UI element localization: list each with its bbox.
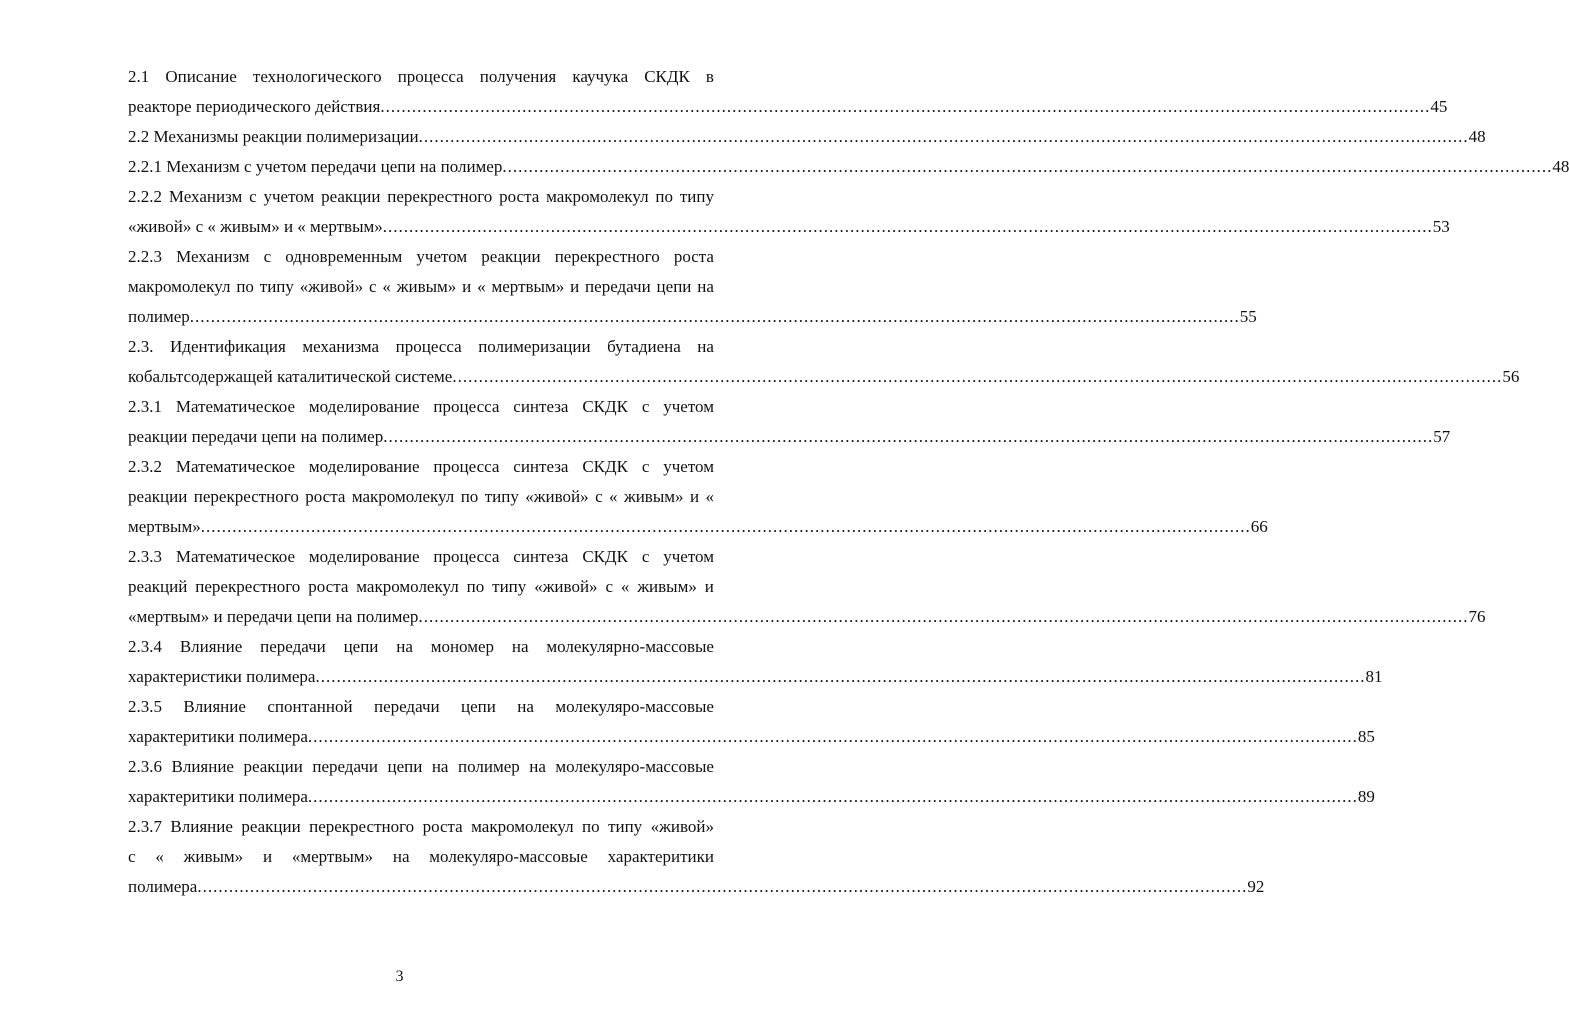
table-of-contents bbox=[128, 62, 1569, 902]
toc-entry-last-line bbox=[128, 152, 1569, 182]
toc-entry-line: 2.3.5 Влияние спонтанной передачи цепи на молекуляро-массовые bbox=[128, 697, 714, 716]
toc-entry-last-line bbox=[128, 92, 1448, 122]
dot-leader: ........................................................................................................................................................................................................ bbox=[418, 127, 1469, 146]
dot-leader: ........................................................................................................................................................................................................ bbox=[200, 517, 1251, 536]
toc-entry-title: 2.2 Механизмы реакции полимеризации bbox=[128, 127, 419, 146]
toc-entry bbox=[128, 122, 1486, 152]
toc-entry bbox=[128, 752, 1375, 812]
toc-entry bbox=[128, 692, 1375, 752]
toc-entry-line: 2.1 Описание технологического процесса получения каучука СКДК в bbox=[128, 67, 714, 86]
toc-entry-last-line bbox=[128, 212, 1450, 242]
toc-entry-line: реакций перекрестного роста макромолекул по типу «живой» с « живым» и bbox=[128, 577, 714, 596]
dot-leader: ........................................................................................................................................................................................................ bbox=[418, 607, 1469, 626]
toc-entry-last-line bbox=[128, 422, 1451, 452]
toc-entry bbox=[128, 182, 1450, 242]
toc-entry bbox=[128, 152, 1569, 182]
toc-entry-line: 2.3.2 Математическое моделирование процесса синтеза СКДК с учетом bbox=[128, 457, 714, 476]
dot-leader: ........................................................................................................................................................................................................ bbox=[502, 157, 1553, 176]
toc-page-number: 53 bbox=[1432, 217, 1450, 236]
toc-entry-last-line bbox=[128, 782, 1375, 812]
toc-entry-title: полимер bbox=[128, 307, 190, 326]
toc-entry bbox=[128, 332, 1520, 392]
toc-page-number: 57 bbox=[1433, 427, 1451, 446]
toc-entry bbox=[128, 452, 1268, 542]
toc-entry-title: характеристики полимера bbox=[128, 667, 316, 686]
toc-entry-line: 2.3.3 Математическое моделирование процесса синтеза СКДК с учетом bbox=[128, 547, 714, 566]
toc-entry-line: макромолекул по типу «живой» с « живым» и « мертвым» и передачи цепи на bbox=[128, 277, 714, 296]
toc-entry-last-line bbox=[128, 602, 1486, 632]
toc-entry bbox=[128, 542, 1486, 632]
toc-entry bbox=[128, 812, 1265, 902]
toc-entry-title: реакции передачи цепи на полимер bbox=[128, 427, 384, 446]
toc-entry-line: 2.3.4 Влияние передачи цепи на мономер на молекулярно-массовые bbox=[128, 637, 714, 656]
toc-entry-last-line bbox=[128, 872, 1265, 902]
toc-entry-last-line bbox=[128, 122, 1486, 152]
dot-leader: ........................................................................................................................................................................................................ bbox=[197, 877, 1248, 896]
toc-page-number: 48 bbox=[1468, 127, 1486, 146]
toc-entry-title: «живой» с « живым» и « мертвым» bbox=[128, 217, 383, 236]
dot-leader: ........................................................................................................................................................................................................ bbox=[382, 217, 1433, 236]
toc-entry bbox=[128, 392, 1451, 452]
toc-entry-title: характеритики полимера bbox=[128, 787, 308, 806]
toc-entry-last-line bbox=[128, 512, 1268, 542]
toc-entry-last-line bbox=[128, 722, 1375, 752]
dot-leader: ........................................................................................................................................................................................................ bbox=[380, 97, 1431, 116]
toc-page-number: 55 bbox=[1239, 307, 1257, 326]
toc-entry-title: реакторе периодического действия bbox=[128, 97, 381, 116]
toc-page-number: 56 bbox=[1502, 367, 1520, 386]
toc-entry-title: характеритики полимера bbox=[128, 727, 308, 746]
dot-leader: ........................................................................................................................................................................................................ bbox=[307, 787, 1358, 806]
toc-entry-title: кобальтсодержащей каталитической системе bbox=[128, 367, 453, 386]
toc-entry bbox=[128, 62, 1448, 122]
toc-entry-title: мертвым» bbox=[128, 517, 201, 536]
toc-page-number: 45 bbox=[1430, 97, 1448, 116]
toc-entry-line: 2.2.3 Механизм с одновременным учетом реакции перекрестного роста bbox=[128, 247, 714, 266]
toc-entry-line: 2.3.1 Математическое моделирование процесса синтеза СКДК с учетом bbox=[128, 397, 714, 416]
toc-page-number: 66 bbox=[1250, 517, 1268, 536]
toc-entry-last-line bbox=[128, 302, 1257, 332]
toc-entry-last-line bbox=[128, 362, 1520, 392]
dot-leader: ........................................................................................................................................................................................................ bbox=[189, 307, 1240, 326]
toc-entry-line: реакции перекрестного роста макромолекул по типу «живой» с « живым» и « bbox=[128, 487, 714, 506]
toc-page-number: 81 bbox=[1365, 667, 1383, 686]
toc-entry-title: «мертвым» и передачи цепи на полимер bbox=[128, 607, 419, 626]
toc-entry-line: 2.2.2 Механизм с учетом реакции перекрестного роста макромолекул по типу bbox=[128, 187, 714, 206]
page-number: 3 bbox=[395, 968, 404, 985]
toc-entry-last-line bbox=[128, 662, 1383, 692]
dot-leader: ........................................................................................................................................................................................................ bbox=[307, 727, 1358, 746]
dot-leader: ........................................................................................................................................................................................................ bbox=[383, 427, 1434, 446]
toc-page-number: 85 bbox=[1357, 727, 1375, 746]
dot-leader: ........................................................................................................................................................................................................ bbox=[452, 367, 1503, 386]
toc-entry-line: с « живым» и «мертвым» на молекуляро-массовые характеритики bbox=[128, 847, 714, 866]
toc-page-number: 48 bbox=[1552, 157, 1569, 176]
toc-page-number: 76 bbox=[1468, 607, 1486, 626]
toc-entry-line: 2.3.7 Влияние реакции перекрестного роста макромолекул по типу «живой» bbox=[128, 817, 714, 836]
toc-entry bbox=[128, 242, 1257, 332]
toc-entry bbox=[128, 632, 1383, 692]
dot-leader: ........................................................................................................................................................................................................ bbox=[315, 667, 1366, 686]
toc-entry-line: 2.3.6 Влияние реакции передачи цепи на полимер на молекуляро-массовые bbox=[128, 757, 714, 776]
toc-page-number: 92 bbox=[1247, 877, 1265, 896]
toc-page-number: 89 bbox=[1357, 787, 1375, 806]
toc-entry-title: 2.2.1 Механизм с учетом передачи цепи на полимер bbox=[128, 157, 503, 176]
toc-entry-line: 2.3. Идентификация механизма процесса полимеризации бутадиена на bbox=[128, 337, 714, 356]
toc-entry-title: полимера bbox=[128, 877, 198, 896]
